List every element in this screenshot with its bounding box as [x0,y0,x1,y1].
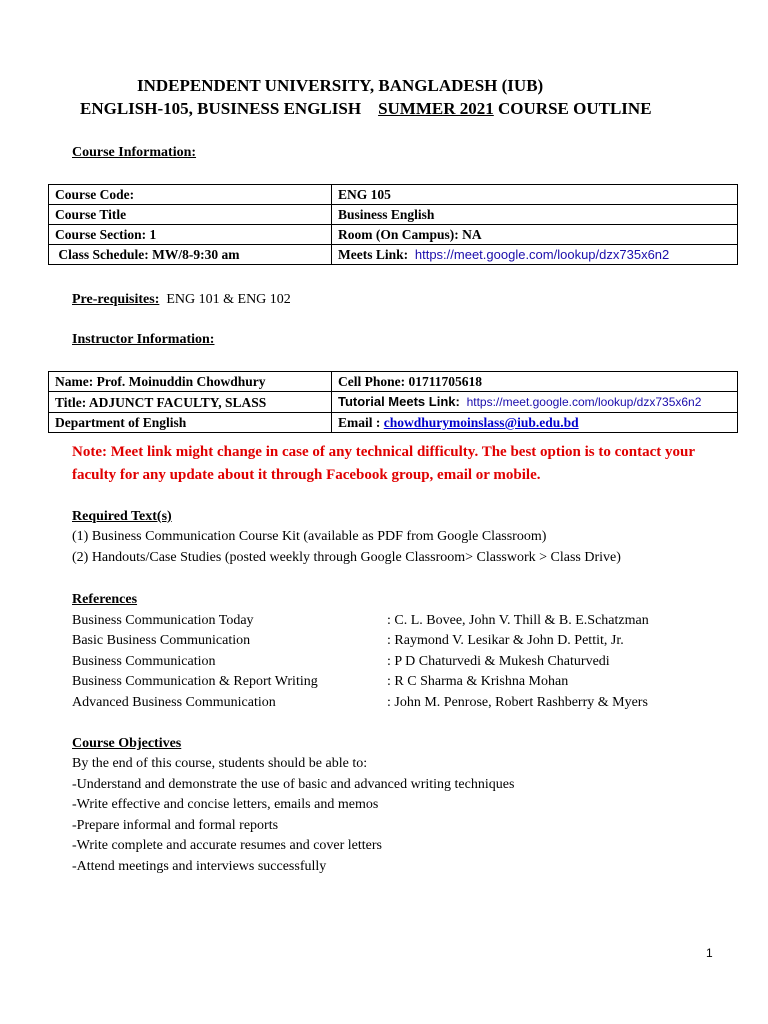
instructor-title: Title: ADJUNCT FACULTY, SLASS [49,392,332,413]
course-name: ENGLISH-105, BUSINESS ENGLISH [80,99,362,118]
objective-item: -Attend meetings and interviews successfully [72,859,327,874]
reference-authors: : R C Sharma & Krishna Mohan [387,674,569,689]
prerequisites-value: ENG 101 & ENG 102 [166,292,291,307]
table-row [49,372,738,392]
meets-link[interactable]: https://meet.google.com/lookup/dzx735x6n2 [414,247,670,262]
tutorial-link-label: Tutorial Meets Link: [338,394,460,409]
course-term: SUMMER 2021 [378,99,494,118]
reference-title: Business Communication [72,654,216,669]
reference-authors: : Raymond V. Lesikar & John D. Pettit, Jr. [387,633,624,648]
objective-item: -Understand and demonstrate the use of basic and advanced writing techniques [72,777,515,792]
course-code-value: ENG 105 [332,185,738,205]
reference-authors: : C. L. Bovee, John V. Thill & B. E.Schatzman [387,613,649,628]
instructor-cell-phone: Cell Phone: 01711705618 [332,372,738,392]
objective-item: -Write complete and accurate resumes and cover letters [72,838,383,853]
email-cell [332,413,738,433]
required-text-item: (1) Business Communication Course Kit (available as PDF from Google Classroom) [72,529,547,544]
reference-authors: : John M. Penrose, Robert Rashberry & Myers [387,695,648,710]
course-section: Course Section: 1 [49,225,332,245]
note-text: Note: Meet link might change in case of any technical difficulty. The best option is to contact your faculty for any update about it through Facebook group, email or mobile. [72,444,695,483]
meets-link-label: Meets Link: [338,247,409,262]
course-objectives-heading: Course Objectives [72,736,182,751]
course-information-heading: Course Information: [72,145,197,160]
prerequisites-line [72,291,291,309]
table-row [49,413,738,433]
table-row [49,185,738,205]
objective-item: -Prepare informal and formal reports [72,818,279,833]
email-link[interactable]: chowdhurymoinslass@iub.edu.bd [383,415,579,430]
course-title-value: Business English [332,205,738,225]
reference-title: Advanced Business Communication [72,695,276,710]
email-label: Email : [338,415,384,430]
tutorial-meets-link[interactable]: https://meet.google.com/lookup/dzx735x6n2 [466,395,702,409]
course-title-line [80,99,652,119]
table-row [49,205,738,225]
class-schedule [49,245,332,265]
course-code-label: Course Code: [49,185,332,205]
prerequisites-label: Pre-requisites: [72,292,160,307]
references-heading: References [72,592,138,607]
course-outline-label: COURSE OUTLINE [493,99,652,118]
room-info: Room (On Campus): NA [332,225,738,245]
table-row [49,392,738,413]
tutorial-link-cell [332,392,738,413]
objective-item: -Write effective and concise letters, emails and memos [72,797,379,812]
reference-authors: : P D Chaturvedi & Mukesh Chaturvedi [387,654,610,669]
course-title-label: Course Title [49,205,332,225]
class-schedule-text: Class Schedule: MW/8-9:30 am [55,247,240,262]
course-information-table [48,184,738,265]
reference-title: Business Communication & Report Writing [72,674,318,689]
instructor-department: Department of English [49,413,332,433]
instructor-name: Name: Prof. Moinuddin Chowdhury [49,372,332,392]
page-number: 1 [706,946,713,960]
reference-title: Basic Business Communication [72,633,251,648]
table-row [49,225,738,245]
meets-link-cell [332,245,738,265]
required-text-item: (2) Handouts/Case Studies (posted weekly through Google Classroom> Classwork > Class Drive) [72,550,621,565]
table-row [49,245,738,265]
required-texts-heading: Required Text(s) [72,509,172,524]
instructor-information-table [48,371,738,433]
university-title: INDEPENDENT UNIVERSITY, BANGLADESH (IUB) [137,76,544,95]
reference-title: Business Communication Today [72,613,254,628]
objectives-intro: By the end of this course, students should be able to: [72,756,368,771]
instructor-information-heading: Instructor Information: [72,332,215,347]
